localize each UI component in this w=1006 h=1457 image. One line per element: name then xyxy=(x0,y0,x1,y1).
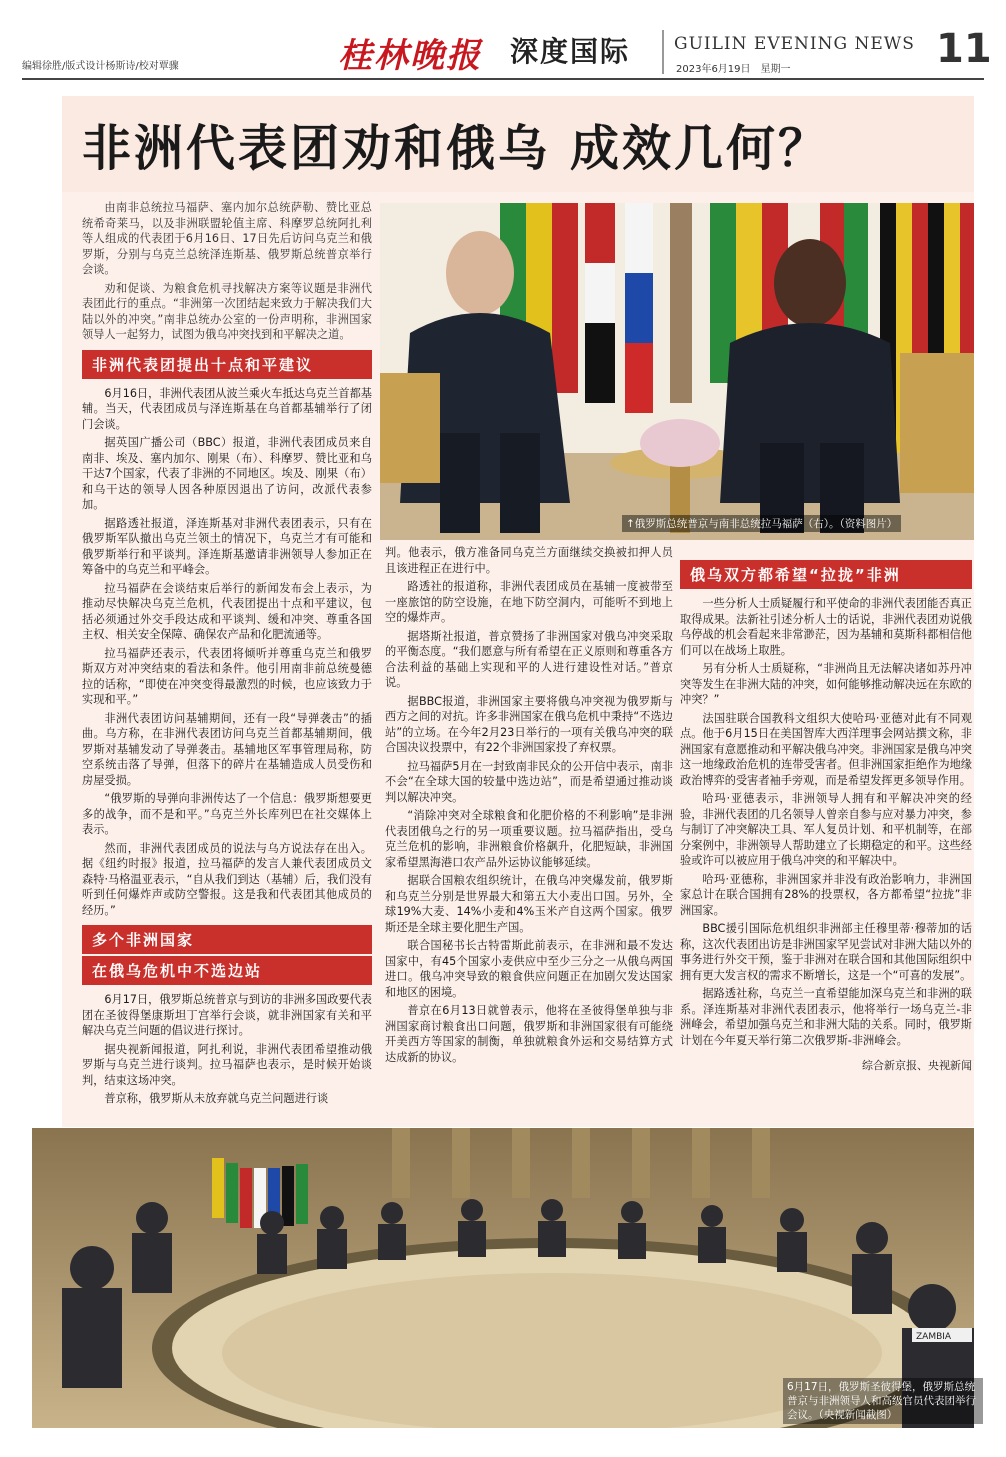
issue-date: 2023年6月19日 星期一 xyxy=(676,64,791,75)
paragraph: 判。他表示，俄方准备同乌克兰方面继续交换被扣押人员且该进程正在进行中。 xyxy=(385,546,673,575)
paragraph: “消除冲突对全球粮食和化肥价格的不利影响”是非洲代表团俄乌之行的另一项重要议题。拉马福萨指出，受乌克兰危机的影响，非洲粮食价格飙升，化肥短缺，非洲国家希望黑海港口农产品外运协议能够延续。 xyxy=(385,809,673,869)
paragraph: 据路透社称，乌克兰一直希望能加深乌克兰和非洲的联系。泽连斯基对非洲代表团表示，他将举行一场乌克兰-非洲峰会，希望加强乌克兰和非洲大陆的关系。同时，俄罗斯计划在今年夏天举行第二次俄罗斯-非洲峰会。 xyxy=(680,987,972,1047)
headline: 非洲代表团劝和俄乌 成效几何？ xyxy=(82,120,831,177)
photo-putin-ramaphosa-art xyxy=(380,203,974,540)
paragraph: 一些分析人士质疑履行和平使命的非洲代表团能否真正取得成果。法新社引述分析人士的话说，非洲代表团劝说俄乌停战的机会看起来非常渺茫，因为基辅和莫斯科都相信他们可以在战场上取胜。 xyxy=(680,597,972,657)
paragraph: 据英国广播公司（BBC）报道，非洲代表团成员来自南非、埃及、塞内加尔、刚果（布）、科摩罗、赞比亚和乌干达7个国家，代表了非洲的不同地区。埃及、刚果（布）和乌干达的领导人因各种原因退出了访问，改派代表参加。 xyxy=(82,436,372,511)
paragraph: 据塔斯社报道，普京赞扬了非洲国家对俄乌冲突采取的平衡态度。“我们愿意与所有希望在正义原则和尊重各方合法利益的基础上实现和平的人进行建设性对话。”普京说。 xyxy=(385,629,673,689)
paragraph: 据联合国粮农组织统计，在俄乌冲突爆发前，俄罗斯和乌克兰分别是世界最大和第五大小麦出口国。另外，全球19%大麦、14%小麦和4%玉米产自这两个国家。俄罗斯还是全球主要化肥生产国。 xyxy=(385,874,673,934)
paragraph: 6月16日，非洲代表团从波兰乘火车抵达乌克兰首都基辅。当天，代表团成员与泽连斯基在乌首都基辅举行了闭门会谈。 xyxy=(82,386,372,431)
paragraph: 路透社的报道称，非洲代表团成员在基辅一度被带至一座旅馆的防空设施，在地下防空洞内，可能听不到地上空的爆炸声。 xyxy=(385,580,673,624)
paragraph: 据路透社报道，泽连斯基对非洲代表团表示，只有在俄罗斯军队撤出乌克兰领土的情况下，乌克兰才有可能和俄罗斯举行和平谈判。泽连斯基邀请非洲领导人参加正在筹备中的乌克兰和平峰会。 xyxy=(82,516,372,576)
paragraph: 哈玛·亚德表示，非洲领导人拥有和平解决冲突的经验，非洲代表团的几名领导人曾亲自参与应对暴力冲突，参与制订了冲突解决工具、军人复员计划、和平机制等，在部分案例中，非洲领导人帮助建立了长期稳定的和平。这些经验或许可以被应用于俄乌冲突的和平解决中。 xyxy=(680,792,972,867)
lede-paragraph: 劝和促谈、为粮食危机寻找解决方案等议题是非洲代表团此行的重点。“非洲第一次团结起来致力于解决我们大陆以外的冲突。”南非总统办公室的一份声明称，非洲国家领导人一起努力，试图为俄乌冲突找到和平解决之道。 xyxy=(82,281,372,341)
column-3 xyxy=(680,560,972,1077)
paragraph: “俄罗斯的导弹向非洲传达了一个信息：俄罗斯想要更多的战争，而不是和平。”乌克兰外长库列巴在社交媒体上表示。 xyxy=(82,792,372,836)
header-rule xyxy=(22,78,984,80)
paragraph: 法国驻联合国教科文组织大使哈玛·亚德对此有不同观点。他于6月15日在美国智库大西洋理事会网站撰文称，非洲国家有意愿推动和平解决俄乌冲突。非洲国家是俄乌冲突这一地缘政治危机的连带受害者。但非洲国家拒绝作为地缘政治博弈的受害者袖手旁观，而是希望发挥更多领导作用。 xyxy=(680,711,972,787)
column-1 xyxy=(82,200,372,1110)
paragraph: 非洲代表团访问基辅期间，还有一段“导弹袭击”的插曲。乌方称，在非洲代表团访问乌克兰首都基辅期间，俄罗斯对基辅发动了导弹袭击。基辅地区军事管理局称，防空系统击落了导弹，但落下的碎片在基辅造成人员受伤和房屋受损。 xyxy=(82,711,372,787)
paragraph: 6月17日，俄罗斯总统普京与到访的非洲多国政要代表团在圣彼得堡康斯坦丁宫举行会谈，就非洲国家有关和平解决乌克兰问题的倡议进行探讨。 xyxy=(82,993,372,1037)
paragraph: 据央视新闻报道，阿扎利说，非洲代表团希望推动俄罗斯与乌克兰进行谈判。拉马福萨也表示，是时候开始谈判，结束这场冲突。 xyxy=(82,1042,372,1087)
paragraph: 然而，非洲代表团成员的说法与乌方说法存在出入。据《纽约时报》报道，拉马福萨的发言人兼代表团成员文森特·马格温亚表示，“自从我们到达（基辅）后，我们没有听到任何爆炸声或防空警报。这是我和代表团其他成员的经历。” xyxy=(82,841,372,917)
subheading: 在俄乌危机中不选边站 xyxy=(82,956,372,985)
column-2 xyxy=(385,545,673,1068)
paragraph: 哈玛·亚德称，非洲国家并非没有政治影响力，非洲国家总计在联合国拥有28%的投票权，各方都希望“拉拢”非洲国家。 xyxy=(680,872,972,917)
photo-putin-ramaphosa xyxy=(380,203,974,540)
section-title: 深度国际 xyxy=(510,35,631,68)
paragraph: 据BBC报道，非洲国家主要将俄乌冲突视为俄罗斯与西方之间的对抗。许多非洲国家在俄乌危机中秉持“不选边站”的立场。在今年2月23日举行的一项有关俄乌冲突的联合国决议投票中，有22个非洲国家投了弃权票。 xyxy=(385,694,673,754)
source-credit: 综合新京报、央视新闻 xyxy=(862,1059,972,1072)
subheading: 俄乌双方都希望“拉拢”非洲 xyxy=(680,560,972,589)
zambia-sign-text: ZAMBIA xyxy=(916,1332,952,1342)
paragraph: 拉马福萨还表示，代表团将倾听并尊重乌克兰和俄罗斯双方对冲突结束的看法和条件。他引用南非前总统曼德拉的话称，“即使在冲突变得最激烈的时候，也应该致力于实现和平。” xyxy=(82,646,372,706)
subheading: 非洲代表团提出十点和平建议 xyxy=(82,350,372,379)
header-divider xyxy=(662,30,664,74)
paragraph: BBC援引国际危机组织非洲部主任穆里蒂·穆蒂加的话称，这次代表团出访是非洲国家罕见尝试对非洲大陆以外的事务进行外交干预，鉴于非洲对在联合国和其他国际组织中拥有更大发言权的需求不断增长，这是一个“可喜的发展”。 xyxy=(680,922,972,982)
editor-credits: 编辑徐胜/版式设计杨斯诗/校对覃骤 xyxy=(22,61,179,72)
paragraph: 普京称，俄罗斯从未放弃就乌克兰问题进行谈 xyxy=(104,1092,329,1105)
newspaper-logo: 桂林晚报 xyxy=(338,36,482,76)
lede-paragraph: 由南非总统拉马福萨、塞内加尔总统萨勒、赞比亚总统希奇莱马，以及非洲联盟轮值主席、科摩罗总统阿扎利等人组成的代表团于6月16日、17日先后访问乌克兰和俄罗斯，分别与乌克兰总统泽连斯基、俄罗斯总统普京举行会谈。 xyxy=(82,201,372,276)
photo2-caption: 6月17日，俄罗斯圣彼得堡，俄罗斯总统普京与非洲领导人和高级官员代表团举行会议。（央视新闻截图） xyxy=(783,1378,983,1424)
paragraph: 另有分析人士质疑称，“非洲尚且无法解决诸如苏丹冲突等发生在非洲大陆的冲突，如何能够推动解决远在东欧的冲突？” xyxy=(680,662,972,706)
hall-flags xyxy=(212,1158,308,1228)
paragraph: 普京在6月13日就曾表示，他将在圣彼得堡单独与非洲国家商讨粮食出口问题，俄罗斯和非洲国家很有可能绕开美西方等国家的制衡，单独就粮食外运和交易结算方式达成新的协议。 xyxy=(385,1004,673,1064)
subheading: 多个非洲国家 xyxy=(82,925,372,954)
paragraph: 拉马福萨5月在一封致南非民众的公开信中表示，南非不会“在全球大国的较量中选边站”，而是希望通过推动谈判以解决冲突。 xyxy=(385,759,673,804)
paragraph: 联合国秘书长古特雷斯此前表示，在非洲和最不发达国家中，有45个国家小麦供应中至少三分之一从俄乌两国进口。俄乌冲突导致的粮食供应问题正在加剧欠发达国家和地区的困境。 xyxy=(385,939,673,999)
photo1-caption: ↑俄罗斯总统普京与南非总统拉马福萨（右）。（资料图片） xyxy=(622,515,901,532)
paragraph: 拉马福萨在会谈结束后举行的新闻发布会上表示，为推动尽快解决乌克兰危机，代表团提出十点和平建议，包括必须通过外交手段达成和平谈判、缓和冲突、尊重各国主权、相关安全保障、确保农产品和化肥流通等。 xyxy=(82,581,372,641)
page-number: 11 xyxy=(936,26,992,72)
paper-name-english: GUILIN EVENING NEWS xyxy=(674,34,915,54)
